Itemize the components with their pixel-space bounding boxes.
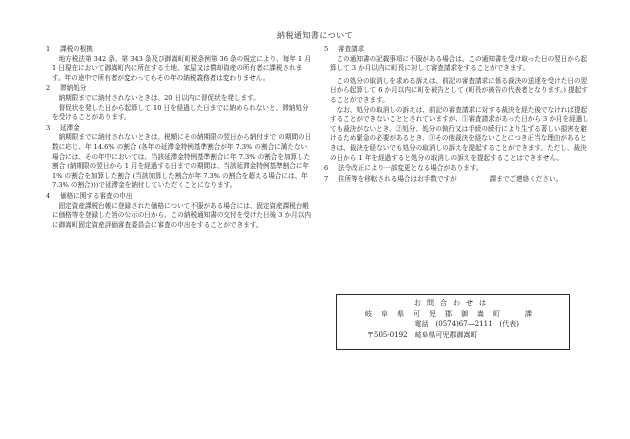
section-7-text: 住所等を移転される場合はお手数ですが 課までご連絡ください。 xyxy=(338,174,563,183)
section-3-title: 延滞金 xyxy=(60,123,80,132)
section-6-number: 6 xyxy=(324,164,329,173)
section-1-text: 地方税法第 342 条、第 343 条及び御嵩町町税条例第 36 条の規定により、毎年 1 月 1 日現在において御嵩町内に所在する土地、家屋又は償却資産の所有者に課税されます。年の途中で所有者が変わってもその年の納税義務者は変わりません。 xyxy=(52,54,311,82)
page-title: 納税通知書について xyxy=(276,31,354,40)
section-4-number: 4 xyxy=(46,191,51,200)
contact-address: 〒505-0192 岐阜県可児郡御嵩町 xyxy=(367,330,478,339)
section-5-heading xyxy=(322,45,590,55)
section-3-number: 3 xyxy=(46,123,51,132)
section-5-text-2: この処分の取消しを求める訴えは、前記の審査請求に係る裁決の送達を受けた日の翌日から起算して 6 か月以内に町を被告として (町長が被告の代表者となります。) 提起することができます。 xyxy=(330,76,588,104)
section-1-title: 課税の根拠 xyxy=(60,45,93,53)
section-4-text: 固定資産課税台帳に登録された価格について不服がある場合には、固定資産課税台帳に価格等を登録した旨の公示の日から、この納税通知書の交付を受けた日後 3 か月以内に御嵩町固定資産評価審査委員会に審査の申出をすることができます。 xyxy=(52,201,311,229)
section-5-title: 審査請求 xyxy=(338,45,365,53)
section-4-title: 価格に関する審査の申出 xyxy=(60,191,133,200)
section-2-text-1: 納期限までに納付されないときは、20 日以内に督促状を発します。 xyxy=(58,93,260,102)
section-5-text-1: この通知書の記載事項に不服がある場合は、この通知書を受け取った日の翌日から起算して 3 か月以内に町長に対して審査請求をすることができます。 xyxy=(330,54,588,73)
section-5-text-3: なお、処分の取消しの訴えは、前記の審査請求に対する裁決を経た後でなければ提起することができないこととされていますが、①審査請求があった日から 3 か月を経過しても裁決がないとき、②処分、処分の執行又は手続の続行により生ずる著しい損害を避けるため緊急の必要があるとき、③その他裁決を経ないことにつき正当な理由があるときは、裁決を経ないでも処分の取消しの訴えを提起することができます。ただし、裁決の日から 1 年を経過すると処分の取消しの訴えを提起することはできません。 xyxy=(330,105,589,162)
left-column xyxy=(44,44,312,230)
section-4-heading xyxy=(44,192,312,202)
right-column xyxy=(322,44,590,184)
contact-department: 岐阜県可児郡御嵩町 課 xyxy=(365,309,541,318)
section-1-heading xyxy=(44,45,312,55)
section-2-title: 滞納処分 xyxy=(60,84,87,93)
section-3-heading xyxy=(44,124,312,134)
section-2-number: 2 xyxy=(46,84,51,93)
section-6-text: 法令改正により一部変更となる場合があります。 xyxy=(338,164,483,173)
section-7-item xyxy=(322,175,590,185)
contact-header: お問合わせは xyxy=(414,299,492,307)
section-6-item xyxy=(322,164,590,174)
section-2-text-2: 督促状を発した日から起算して 10 日を経過した日までに納められないと、滞納処分を受けることがあります。 xyxy=(52,103,309,122)
contact-box xyxy=(336,294,570,350)
section-5-number: 5 xyxy=(324,45,329,53)
section-2-heading xyxy=(44,84,312,94)
section-3-text: 納期限までに納付されないときは、税額にその納期限の翌日から納付まで の期間の日数に応じ、年 14.6% の割合 (各年の延滞金特例基準割合が年 7.3% の割合に満たない場合には、その年中においては、当該延滞金特例基準割合に年 7.3% の割合を加算した割合 (納期限の翌日から 1 月を経過する日までの期間は、当該延滞金特例基準割合に年 1% の割合を加算した割合 (当該加算した割合が年 7.3% の割合を超える場合には、年 7.3% の割合)))で延滞金を納付していただくことになります。 xyxy=(52,133,312,190)
section-7-number: 7 xyxy=(324,174,329,183)
contact-phone: 電話 (0574)67―2111 (代表) xyxy=(414,320,519,328)
section-1-number: 1 xyxy=(46,45,51,53)
